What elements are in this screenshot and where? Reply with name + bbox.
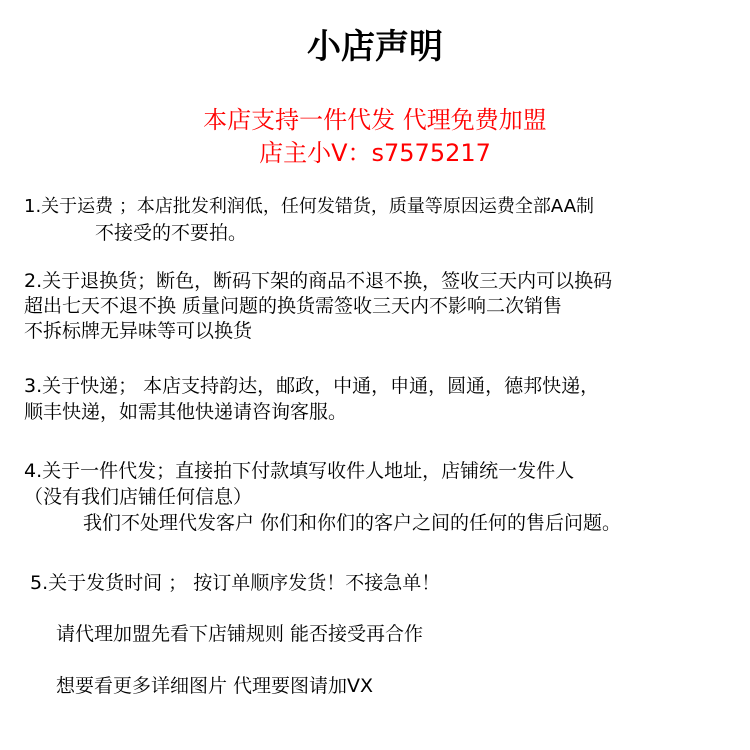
note-1-line-2: 不接受的不要拍。 <box>95 222 248 244</box>
note-2-line-1: 2.关于退换货；断色，断码下架的商品不退不换，签收三天内可以换码 <box>24 270 613 292</box>
note-3-line-1: 3.关于快递； 本店支持韵达，邮政，中通，申通，圆通，德邦快递， <box>24 375 600 397</box>
promo-line-1: 本店支持一件代发 代理免费加盟 <box>203 106 547 134</box>
note-5-line-1: 5.关于发货时间 ； 按订单顺序发货！不接急单！ <box>30 572 441 594</box>
note-4-line-1: 4.关于一件代发；直接拍下付款填写收件人地址，店铺统一发件人 <box>24 460 575 482</box>
note-4-line-3: 我们不处理代发客户 你们和你们的客户之间的任何的售后问题。 <box>83 512 622 534</box>
note-3-line-2: 顺丰快递，如需其他快递请咨询客服。 <box>24 401 348 423</box>
footer-line-1: 请代理加盟先看下店铺规则 能否接受再合作 <box>56 623 424 645</box>
note-1-line-1: 1.关于运费 ；本店批发利润低，任何发错货，质量等原因运费全部AA制 <box>24 196 595 217</box>
footer-line-2: 想要看更多详细图片 代理要图请加VX <box>56 675 374 697</box>
note-2-line-2: 超出七天不退不换 质量问题的换货需签收三天内不影响二次销售 <box>24 295 563 317</box>
page-title: 小店声明 <box>307 27 443 67</box>
note-2-line-3: 不拆标牌无异味等可以换货 <box>24 320 253 342</box>
note-4-line-2: （没有我们店铺任何信息） <box>24 486 253 508</box>
promo-line-2: 店主小V：s7575217 <box>259 139 491 167</box>
